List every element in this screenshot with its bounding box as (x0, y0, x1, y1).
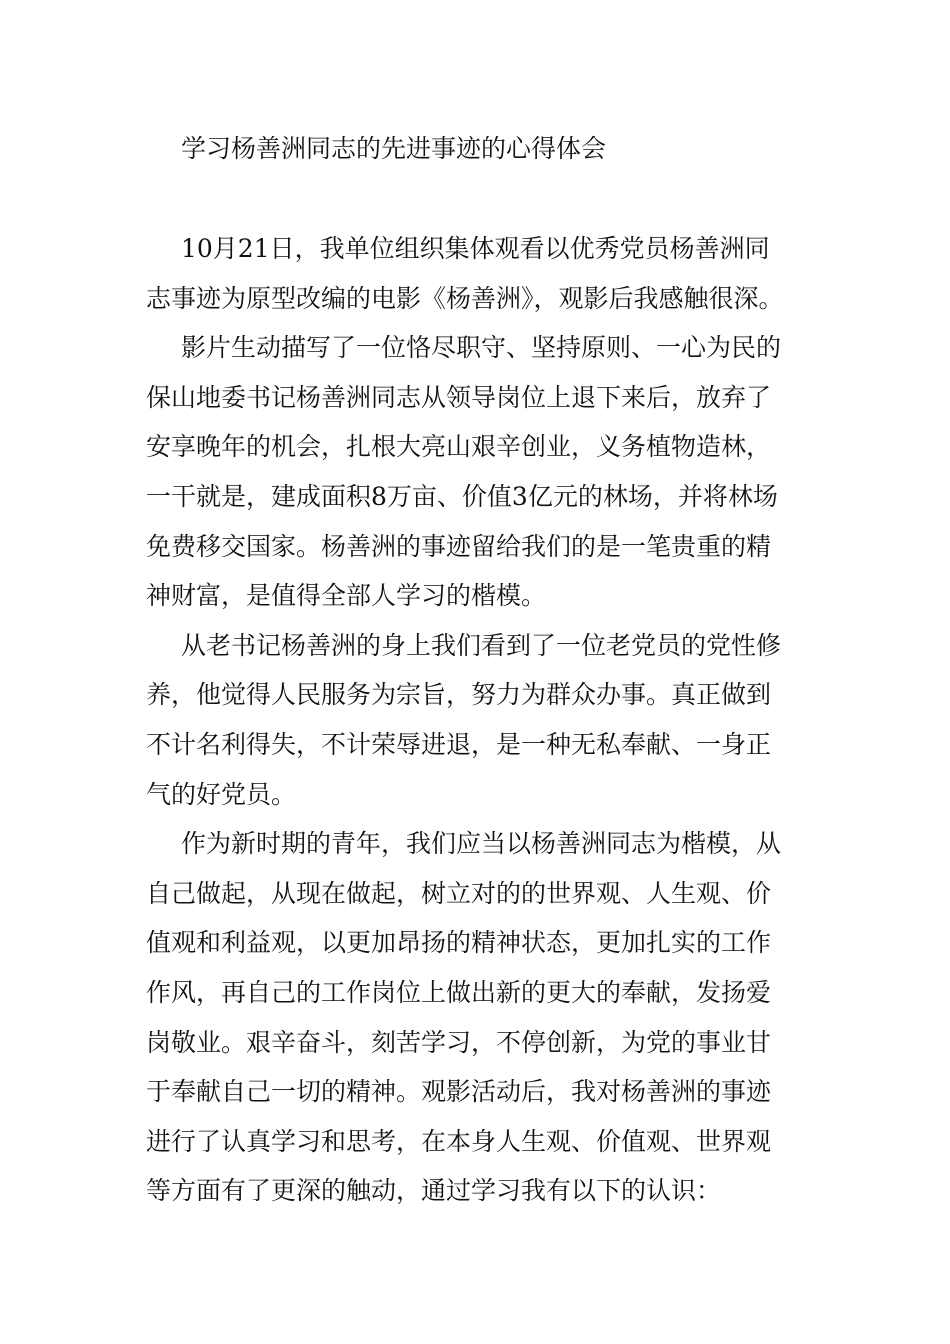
text-line: 等方面有了更深的触动，通过学习我有以下的认识： (146, 1176, 722, 1206)
text-line: 10月21日，我单位组织集体观看以优秀党员杨善洲同 (181, 234, 770, 263)
text-line: 一干就是，建成面积8万亩、价值3亿元的林场，并将林场 (146, 481, 778, 511)
text-line: 养，他觉得人民服务为宗旨，努力为群众办事。真正做到 (146, 680, 772, 710)
text-line: 进行了认真学习和思考，在本身人生观、价值观、世界观 (146, 1126, 772, 1156)
paragraph (146, 323, 811, 621)
text-line: 值观和利益观，以更加昂扬的精神状态，更加扎实的工作 (146, 928, 772, 958)
text-line: 于奉献自己一切的精神。观影活动后，我对杨善洲的事迹 (146, 1077, 772, 1107)
text-line: 从老书记杨善洲的身上我们看到了一位老党员的党性修 (181, 630, 782, 660)
document-body (146, 224, 811, 1216)
paragraph (146, 819, 811, 1216)
text-line: 神财富，是值得全部人学习的楷模。 (146, 581, 547, 611)
text-line: 影片生动描写了一位恪尽职守、坚持原则、一心为民的 (181, 333, 782, 363)
text-line: 不计名利得失，不计荣辱进退，是一种无私奉献、一身正 (146, 729, 772, 759)
text-line: 作风，再自己的工作岗位上做出新的更大的奉献，发扬爱 (146, 977, 772, 1007)
text-line: 气的好党员。 (146, 779, 297, 809)
document-title: 学习杨善洲同志的先进事迹的心得体会 (181, 134, 607, 163)
paragraph (146, 621, 811, 819)
text-line: 自己做起，从现在做起，树立对的的世界观、人生观、价 (146, 878, 772, 908)
paragraph (146, 224, 811, 323)
text-line: 作为新时期的青年，我们应当以杨善洲同志为楷模，从 (181, 829, 782, 859)
text-line: 安享晚年的机会，扎根大亮山艰辛创业，义务植物造林， (146, 432, 772, 462)
text-line: 免费移交国家。杨善洲的事迹留给我们的是一笔贵重的精 (146, 531, 772, 561)
text-line: 志事迹为原型改编的电影《杨善洲》，观影后我感触很深。 (146, 283, 784, 313)
text-line: 保山地委书记杨善洲同志从领导岗位上退下来后，放弃了 (146, 382, 772, 412)
text-line: 岗敬业。艰辛奋斗，刻苦学习，不停创新，为党的事业甘 (146, 1027, 772, 1057)
